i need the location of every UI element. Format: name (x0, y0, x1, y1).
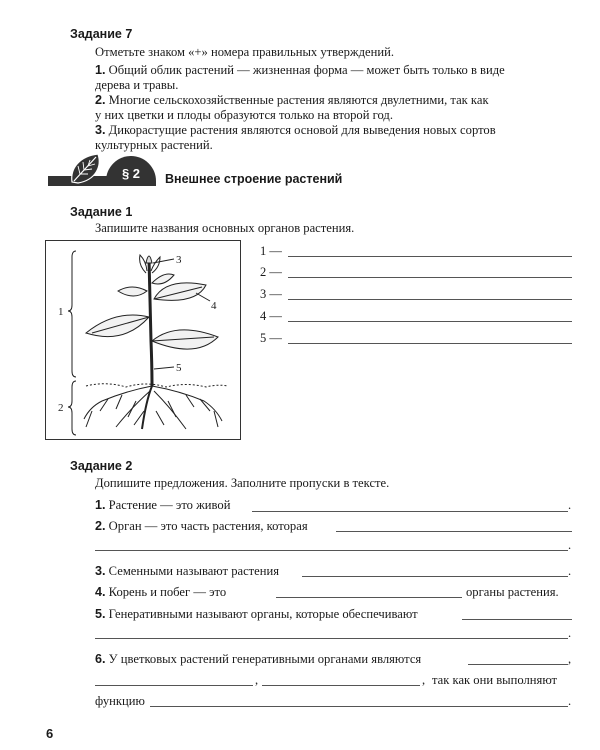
task2-sentence-2 (95, 519, 308, 534)
figure-label-2: 2 (58, 402, 64, 414)
task2-heading: Задание 2 (70, 459, 133, 473)
item-number: 3. (95, 123, 106, 137)
answer-line-4-label: 4 — (260, 309, 282, 323)
item-text: Растение — это живой (108, 498, 231, 512)
item-number: 3. (95, 564, 106, 578)
blank-5a[interactable] (462, 619, 572, 620)
answer-line-2[interactable] (288, 277, 572, 278)
task7-heading: Задание 7 (70, 27, 133, 41)
page-number: 6 (46, 726, 54, 741)
item-number: 4. (95, 585, 106, 599)
task7-item-3-cont: культурных растений. (95, 138, 213, 152)
figure-label-1: 1 (58, 306, 64, 318)
item-text: Семенными называют растения (108, 564, 280, 578)
blank-6a[interactable] (468, 664, 568, 665)
task2-sentence-6-tail: так как они выполняют (432, 673, 558, 687)
item-text: У цветковых растений генеративными органами являются (108, 652, 422, 666)
task7-item-1-cont: дерева и травы. (95, 78, 179, 92)
item-number: 2. (95, 519, 106, 533)
answer-line-3-label: 3 — (260, 287, 282, 301)
item-text: Корень и побег — это (108, 585, 227, 599)
item-text: Многие сельскохозяйственные растения являются двулетними, так как (108, 93, 489, 107)
blank-6c[interactable] (262, 685, 420, 686)
blank-2a[interactable] (336, 531, 572, 532)
section-title: Внешнее строение растений (165, 172, 343, 186)
workbook-page: Задание 7 Отметьте знаком «+» номера правильных утверждений. 1. Общий облик растений — жизненная форма — может быть только в виде дерева и травы. 2. Многие сельскохозяйственные растения являются двулетними, так как у них цветки и плоды образуются только на второй год. 3. Дикорастущие растения являются основой для выведения новых сортов культурных растений. § 2 Внешнее строение растений Задание 1 Запишите названия основных органов растения. 3 4 5 1 2 1 — 2 — 3 — 4 — 5 — Задание 2 Допишите предложения. Заполните пропуски в тексте. 1. Растение — это живой . 2. Орган — это часть растения, которая . 3. Семенными называют растения . 4. Корень и побег — это органы растения. 5. Генеративными называют органы, которые обеспечивают . 6. У цветковых растений генеративными органами являются , , , так как они выполняют функцию . 6 (46, 27, 572, 741)
blank-1[interactable] (252, 511, 568, 512)
section-number: § 2 (106, 156, 156, 186)
answer-line-1-label: 1 — (260, 244, 282, 258)
item-number: 1. (95, 63, 106, 77)
blank-5b[interactable] (95, 638, 568, 639)
task7-item-1 (95, 63, 505, 78)
answer-line-4[interactable] (288, 321, 572, 322)
blank-6d[interactable] (150, 706, 568, 707)
item-number: 1. (95, 498, 106, 512)
answer-line-1[interactable] (288, 256, 572, 257)
answer-line-3[interactable] (288, 299, 572, 300)
item-text: Генеративными называют органы, которые обеспечивают (108, 607, 418, 621)
task7-item-2-cont: у них цветки и плоды образуются только на второй год. (95, 108, 393, 122)
blank-2b[interactable] (95, 550, 568, 551)
blank-6b[interactable] (95, 685, 253, 686)
item-text: Общий облик растений — жизненная форма — может быть только в виде (108, 63, 505, 77)
item-number: 2. (95, 93, 106, 107)
task1-heading: Задание 1 (70, 205, 133, 219)
task2-sentence-4-tail: органы растения. (466, 585, 559, 599)
answer-line-5-label: 5 — (260, 331, 282, 345)
answer-line-5[interactable] (288, 343, 572, 344)
blank-4[interactable] (276, 597, 462, 598)
task7-item-3 (95, 123, 496, 138)
task2-sentence-4 (95, 585, 226, 600)
item-text: Дикорастущие растения являются основой для выведения новых сортов (108, 123, 496, 137)
figure-label-5: 5 (176, 362, 182, 374)
task7-intro: Отметьте знаком «+» номера правильных утверждений. (95, 45, 394, 59)
plant-illustration (46, 241, 240, 439)
task2-intro: Допишите предложения. Заполните пропуски в тексте. (95, 476, 390, 490)
figure-label-3: 3 (176, 254, 182, 266)
task7-item-2 (95, 93, 489, 108)
item-number: 5. (95, 607, 106, 621)
figure-label-4: 4 (211, 300, 217, 312)
item-text: Орган — это часть растения, которая (108, 519, 308, 533)
plant-figure (45, 240, 241, 440)
task2-sentence-5 (95, 607, 418, 622)
task2-sentence-1 (95, 498, 230, 513)
task1-intro: Запишите названия основных органов растения. (95, 221, 355, 235)
answer-line-2-label: 2 — (260, 265, 282, 279)
section-banner (48, 166, 144, 186)
task2-sentence-6 (95, 652, 421, 667)
blank-3[interactable] (302, 576, 568, 577)
item-number: 6. (95, 652, 106, 666)
task2-sentence-3 (95, 564, 279, 579)
task2-sentence-6-last: функцию (95, 694, 145, 708)
